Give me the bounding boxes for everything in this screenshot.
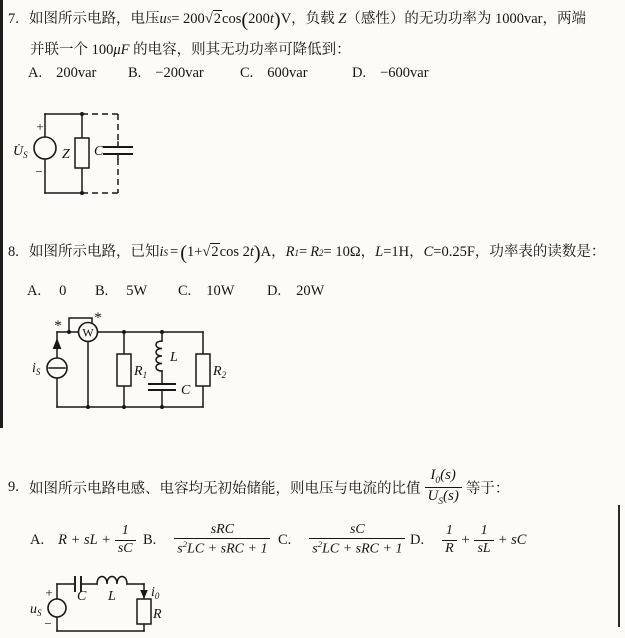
- question-7-options: [0, 65, 625, 87]
- q7-option-b: B. −200var: [128, 65, 204, 81]
- source-voltage-label: $u_S$: [30, 602, 42, 618]
- question-8-line: [8, 243, 621, 263]
- q9-ratio-fraction: [425, 467, 462, 507]
- q7-option-d: D. −600var: [352, 65, 429, 81]
- resistor-r1-label: $R_1$: [134, 364, 148, 380]
- question-9-text-b: 等于：: [465, 480, 510, 497]
- question-9-line: [8, 461, 509, 513]
- q7-microfarad: μF: [113, 42, 130, 58]
- source-voltage-label: $U̇_S$: [13, 144, 28, 160]
- q9-option-a: A. R + sL + $\frac{1}{sC}$: [30, 514, 140, 566]
- q7-voltage-formula: u S = 200 √2 cos ( 200 t ) V: [159, 8, 292, 31]
- q8-parameters: R 1 = R 2 = 10Ω， L =1H， C =0.25F，: [285, 244, 490, 260]
- fraction-denominator: $U_S(s)$: [425, 487, 462, 508]
- circuit-7-diagram: [10, 98, 155, 206]
- capacitor-c-label: C: [77, 589, 87, 604]
- wattmeter-star-left: *: [54, 318, 62, 334]
- inductor-l-symbol: [97, 577, 127, 585]
- resistor-r2-symbol: [196, 354, 210, 386]
- q9-option-c: C. $\frac{sC}{s^2LC + sRC + 1}$: [278, 514, 409, 566]
- circuit-9-diagram: [13, 566, 178, 638]
- wattmeter-label: W: [82, 325, 94, 340]
- inductor-l-label: L: [108, 589, 116, 604]
- capacitor-c-label: C: [181, 383, 191, 398]
- current-arrow: [53, 338, 62, 349]
- question-8-options: [0, 283, 625, 305]
- question-7-text-a: 如图所示电路，电压: [29, 11, 160, 27]
- circuit-8-diagram: [26, 308, 236, 420]
- q8-option-c: C. 10W: [178, 283, 235, 299]
- q9-option-d: D. $\frac{1}{R}$ + $\frac{1}{sL}$ + sC: [410, 523, 527, 556]
- question-7-line-1: [8, 10, 621, 30]
- q7-option-c: C. 600var: [240, 65, 308, 81]
- sqrt: √2: [204, 11, 222, 27]
- impedance-z-label: Z: [62, 147, 70, 162]
- wattmeter-star-right: *: [94, 310, 102, 326]
- q9-option-b: B. $\frac{\text{sRC}}{s^2LC + sRC + 1}$: [143, 514, 274, 566]
- impedance-z-symbol: [75, 138, 89, 168]
- q8-option-b: B. 5W: [95, 283, 148, 299]
- q8-current-formula: i S = ( 1+ √2 cos 2 t ) A: [159, 241, 272, 264]
- current-i0-label: $i_0$: [151, 585, 160, 601]
- voltage-source-symbol: [34, 137, 56, 159]
- question-8-text-c: 功率表的读数是：: [489, 244, 606, 260]
- question-8-text-b: ，: [271, 244, 286, 260]
- minus-sign: −: [35, 164, 43, 179]
- resistor-r-symbol: [137, 599, 151, 624]
- resistor-r1-symbol: [117, 354, 131, 386]
- minus-sign: −: [44, 616, 52, 631]
- inductor-l-symbol: [156, 341, 162, 371]
- source-current-label: $i_S$: [32, 361, 41, 377]
- question-7-text-c: （感性）的无功功率为 1000var，两端: [346, 11, 587, 27]
- inductor-l-label: L: [170, 350, 178, 365]
- voltage-source-symbol: [48, 599, 66, 617]
- q7-load-z: Z: [338, 11, 347, 27]
- plus-sign: +: [45, 585, 53, 600]
- sqrt: √2: [202, 244, 219, 260]
- q7-option-a: A. 200var: [28, 65, 97, 81]
- plus-sign: +: [36, 119, 44, 134]
- question-7-line-2: 并联一个 100μF 的电容，则其无功功率可降低到：: [30, 42, 351, 58]
- q8-option-d: D. 20W: [267, 283, 325, 299]
- question-9-text-a: 如图所示电路电感、电容均无初始储能，则电压与电流的比值: [29, 480, 421, 497]
- question-9-options: [0, 514, 625, 570]
- question-9-number: 9.: [8, 478, 19, 495]
- q8-option-a: A. 0: [27, 283, 67, 299]
- current-i0-arrow: [140, 590, 148, 599]
- question-8-text-a: 如图所示电路，已知: [29, 244, 160, 260]
- question-8-number: 8.: [8, 244, 19, 260]
- resistor-r-label: R: [153, 607, 162, 622]
- capacitor-c-label: C: [94, 144, 104, 159]
- question-7-text-b: ，负载: [291, 11, 339, 27]
- question-7-number: 7.: [8, 11, 19, 27]
- fraction-numerator: $I_0(s)$: [430, 466, 456, 486]
- resistor-r2-label: $R_2$: [213, 364, 227, 380]
